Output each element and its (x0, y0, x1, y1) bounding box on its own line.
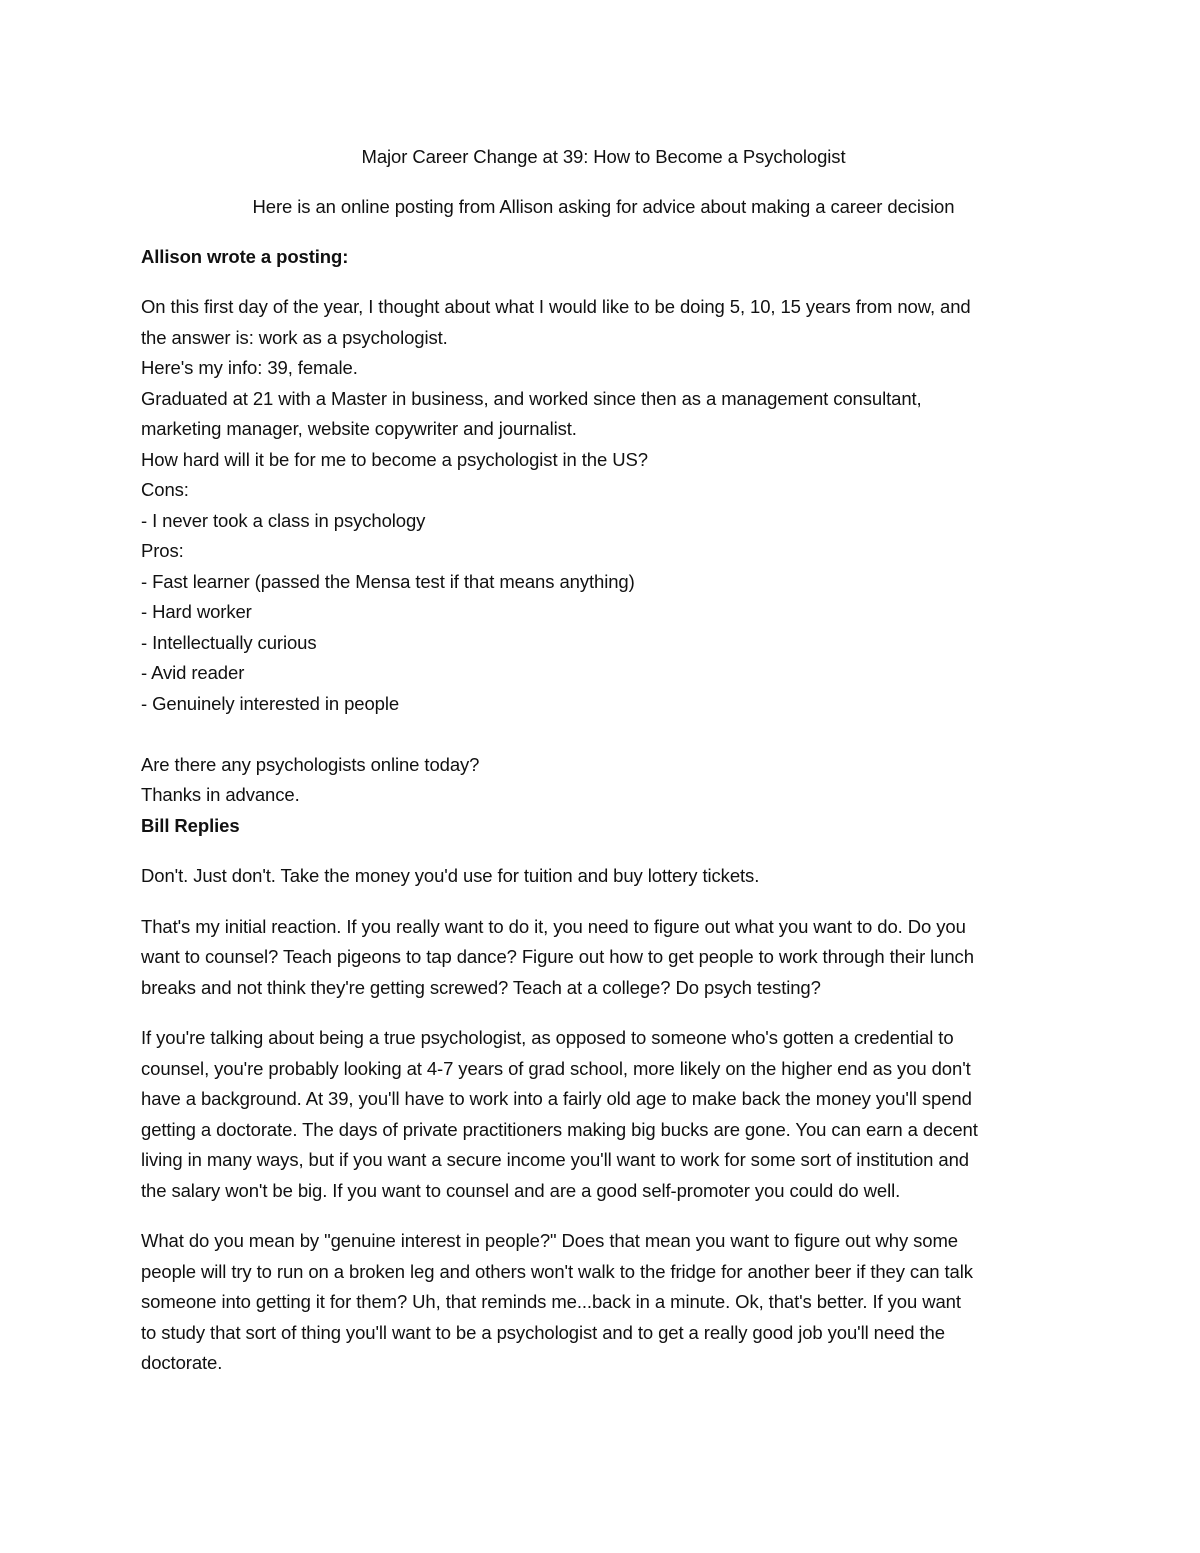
posting-line-pro-item: - Intellectually curious (141, 631, 317, 653)
reply-line: have a background. At 39, you'll have to work into a fairly old age to make back the money you'll spend (141, 1088, 972, 1109)
posting-line-pro-item: - Hard worker (141, 601, 252, 622)
posting-body (141, 292, 1066, 719)
posting-line-pro-item: - Avid reader (141, 662, 245, 683)
reply-paragraph (141, 861, 1066, 892)
reply-paragraph (141, 1023, 1066, 1206)
posting-line-pro-item: - Genuinely interested in people (141, 692, 400, 714)
reply-paragraph (141, 912, 1066, 1004)
posting-line: How hard will it be for me to become a psychologist in the US? (141, 448, 648, 470)
reply-line: to study that sort of thing you'll want to be a psychologist and to get a really good job you'll need the (141, 1321, 945, 1343)
posting-line: On this first day of the year, I thought about what I would like to be doing 5, 10, 15 years from now, and (141, 296, 971, 317)
reply-line: counsel, you're probably looking at 4-7 years of grad school, more likely on the higher end as you don't (141, 1057, 971, 1079)
posting-heading: Allison wrote a posting: (141, 246, 349, 267)
posting-line-pros-label: Pros: (141, 540, 184, 561)
reply-line: That's my initial reaction. If you really want to do it, you need to figure out what you want to do. Do you (141, 915, 966, 937)
posting-line: Here's my info: 39, female. (141, 357, 358, 378)
reply-heading: Bill Replies (141, 814, 240, 836)
posting-line: the answer is: work as a psychologist. (141, 326, 448, 348)
reply-line: breaks and not think they're getting screwed? Teach at a college? Do psych testing? (141, 976, 821, 998)
reply-line: the salary won't be big. If you want to counsel and are a good self-promoter you could do well. (141, 1179, 901, 1201)
posting-line-con-item: - I never took a class in psychology (141, 509, 426, 531)
reply-line: What do you mean by "genuine interest in people?" Does that mean you want to figure out why some (141, 1230, 958, 1251)
reply-line: people will try to run on a broken leg and others won't walk to the fridge for another beer if they can talk (141, 1260, 973, 1282)
document-page (141, 130, 1066, 1379)
posting-line: marketing manager, website copywriter and journalist. (141, 418, 577, 439)
reply-line: want to counsel? Teach pigeons to tap dance? Figure out how to get people to work through their lunch (141, 946, 974, 967)
posting-closing-line: Are there any psychologists online today? (141, 753, 480, 775)
reply-paragraph (141, 1226, 1066, 1379)
reply-line: Don't. Just don't. Take the money you'd use for tuition and buy lottery tickets. (141, 865, 760, 886)
posting-line-cons-label: Cons: (141, 479, 189, 500)
reply-line: living in many ways, but if you want a secure income you'll want to work for some sort of institution and (141, 1149, 969, 1170)
reply-line: getting a doctorate. The days of private practitioners making big bucks are gone. You can earn a decent (141, 1118, 978, 1140)
reply-line: someone into getting it for them? Uh, that reminds me...back in a minute. Ok, that's better. If you want (141, 1291, 961, 1312)
posting-line: Graduated at 21 with a Master in business, and worked since then as a management consultant, (141, 387, 922, 409)
posting-line-pro-item: - Fast learner (passed the Mensa test if that means anything) (141, 570, 635, 592)
posting-closing (141, 750, 1066, 811)
posting-closing-line: Thanks in advance. (141, 784, 300, 805)
document-title: Major Career Change at 39: How to Become a Psychologist (361, 146, 846, 167)
reply-line: doctorate. (141, 1352, 223, 1373)
reply-line: If you're talking about being a true psychologist, as opposed to someone who's gotten a credential to (141, 1027, 954, 1048)
document-subtitle: Here is an online posting from Allison asking for advice about making a career decision (252, 196, 955, 217)
